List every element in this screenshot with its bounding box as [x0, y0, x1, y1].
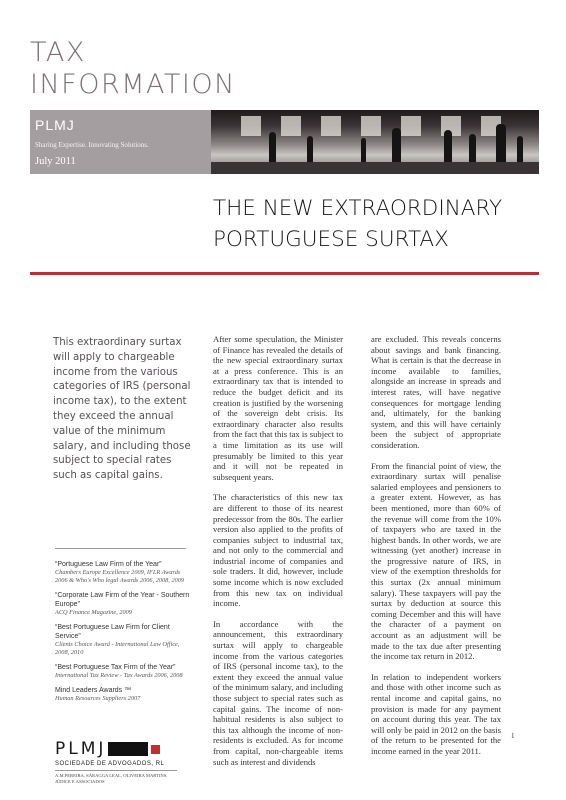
- headline-line-1: THE NEW EXTRAORDINARY: [213, 196, 503, 221]
- logo-black-bar: [108, 742, 148, 756]
- logo-mark: [55, 740, 177, 758]
- body-column-1: [213, 334, 343, 777]
- logo-subtitle: SOCIEDADE DE ADVOGADOS, RL: [55, 761, 165, 767]
- body-paragraph: are excluded. This reveals concerns about savings and bank financing. What is certain is that the decrease in income available to families, alongside an increase in spreads and interest rates, will have negative consequences for mortgage lending and, ultimately, for the banking system, and this will have certainly been the subject of appropriate consideration.: [371, 334, 501, 450]
- body-paragraph: In relation to independent workers and those with other income such as rental income and capital gains, no provision is made for any payment on account during this year. The tax will only be paid in 2012 on the basis of the return to be presented for the income earned in the year 2011.: [371, 671, 501, 756]
- logo-divider: [55, 770, 177, 771]
- title-line-information: INFORMATION: [30, 69, 236, 100]
- photo-silhouette: [392, 128, 401, 166]
- photo-window: [361, 116, 381, 136]
- award-title: “Best Portuguese Tax Firm of the Year”: [55, 664, 176, 671]
- issue-date: July 2011: [35, 156, 76, 167]
- award-item: [55, 560, 190, 585]
- photo-window: [281, 116, 301, 136]
- photo-window: [321, 116, 341, 136]
- logo-red-square: [151, 745, 160, 754]
- photo-window: [401, 116, 421, 136]
- award-item: [55, 591, 190, 617]
- brand-box: [30, 110, 211, 174]
- award-item: [55, 623, 190, 657]
- article-headline: [213, 193, 502, 255]
- award-title: “Corporate Law Firm of the Year - Southern Europe”: [55, 592, 190, 608]
- logo-partners: A.M.PEREIRA, SÁRAGGA LEAL, OLIVEIRA MARTINS, JÚDICE E ASSOCIADOS: [55, 773, 168, 784]
- photo-silhouette: [496, 124, 506, 166]
- awards-list: [55, 560, 190, 709]
- award-title: “Best Portuguese Law Firm for Client Service”: [55, 624, 170, 640]
- title-line-tax: TAX: [30, 37, 86, 68]
- photo-floor: [211, 162, 539, 174]
- photo-silhouette: [269, 132, 276, 166]
- brand-name: PLMJ: [35, 117, 75, 133]
- body-paragraph: After some speculation, the Minister of Finance has revealed the details of the new special extraordinary surtax at a press conference. This is an extraordinary tax that is intended to reduce the budget deficit and its creation is justified by the worsening of the sovereign debt crisis. Its extraordinary character also results from the fact that this tax is subject to a time limitation as its use will presumably be limited to this year and it will not be repeated in subsequent years.: [213, 334, 343, 482]
- award-title: Mind Leaders Awards ™: [55, 687, 132, 694]
- headline-divider: [30, 272, 539, 275]
- award-source: Clients Choice Award - International Law Office, 2008, 2010: [55, 641, 180, 656]
- photo-silhouette: [444, 130, 452, 166]
- lead-paragraph: This extraordinary surtax will apply to chargeable income from the various categories of IRS (personal income tax), to the extent they exceed the annual value of the minimum salary, and including those subject to special rates such as capital gains.: [53, 337, 191, 482]
- page-number: 1: [511, 732, 515, 740]
- brand-tagline: Sharing Expertise. Innovating Solutions.: [35, 141, 149, 149]
- body-column-2: [371, 334, 501, 767]
- award-source: ACQ Finance Magazine, 2009: [55, 609, 132, 616]
- body-paragraph: From the financial point of view, the extraordinary surtax will penalise salaried employees and pensioners to a greater extent. However, as has been mentioned, more than 60% of the revenue will come from the 10% of taxpayers who are taxed in the highest bands. In other words, we are witnessing (yet another) increase in the progressive nature of IRS, in view of the exemption thresholds for this surtax (2x annual minimum salary). These taxpayers will pay the surtax by deduction at source this coming December and this will have the character of a payment on account as an adjustment will be made to the tax due after presenting the income tax return in 2012.: [371, 460, 501, 662]
- award-item: [55, 663, 190, 680]
- firm-logo: [55, 740, 177, 785]
- body-paragraph: The characteristics of this new tax are different to those of its nearest predecessor from the 80s. The earlier version also applied to the profits of companies subject to industrial tax, and not only to the commercial and industrial income of companies and sole traders. It did, however, include some income which is now excluded from this new tax on individual income.: [213, 492, 343, 609]
- logo-wordmark: PLMJ: [55, 739, 107, 759]
- award-source: Chambers Europe Excellence 2009, IFLR Awards 2006 & Who's Who legal Awards 2006, 2008, 2009: [55, 569, 185, 584]
- award-source: Human Resources Suppliers 2007: [55, 695, 141, 702]
- header-band: [30, 110, 539, 174]
- awards-divider: [55, 548, 186, 549]
- photo-window: [241, 116, 261, 136]
- document-title: [30, 37, 236, 101]
- award-title: “Portuguese Law Firm of the Year”: [55, 561, 162, 568]
- headline-line-2: PORTUGUESE SURTAX: [213, 227, 449, 252]
- award-source: International Tax Review - Tax Awards 2006, 2008: [55, 672, 183, 679]
- award-item: [55, 686, 190, 703]
- body-paragraph: In accordance with the announcement, this extraordinary surtax will apply to chargeable income from the various categories of IRS (personal income tax), to the extent they exceed the annual value of the minimum salary, and including those subject to special rates such as capital gains. The income of non-habitual residents is also subject to this tax although the income of non-residents is excluded. As for income from capital, non-chargeable items such as interest and dividends: [213, 618, 343, 767]
- header-photo: [211, 110, 539, 174]
